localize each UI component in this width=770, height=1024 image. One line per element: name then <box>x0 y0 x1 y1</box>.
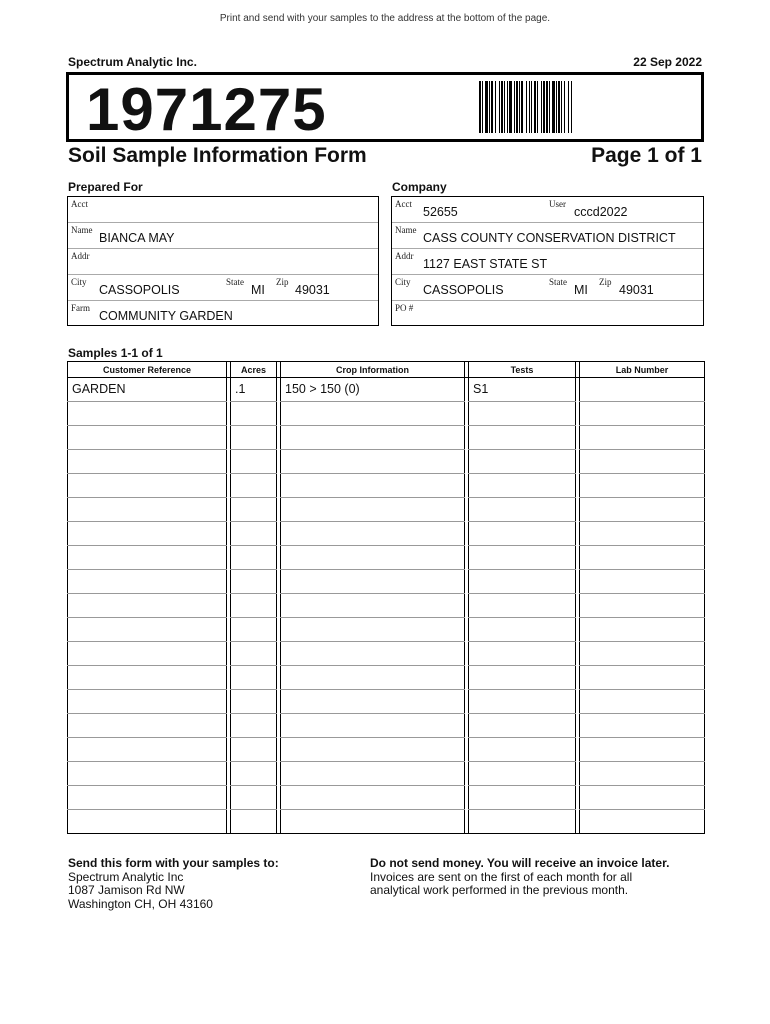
company-city-value: CASSOPOLIS <box>423 283 504 297</box>
cell-crop-information <box>281 642 465 666</box>
cell-tests <box>469 426 576 450</box>
prepared-for-farm-value: COMMUNITY GARDEN <box>99 309 233 323</box>
cell-lab-number <box>580 642 705 666</box>
cell-acres <box>231 522 277 546</box>
table-row <box>68 594 705 618</box>
submission-id-box <box>66 72 704 142</box>
prepared-for-addr-row <box>68 249 378 275</box>
cell-crop-information <box>281 762 465 786</box>
table-row <box>68 738 705 762</box>
table-row <box>68 498 705 522</box>
cell-crop-information <box>281 450 465 474</box>
table-row <box>68 546 705 570</box>
cell-tests <box>469 594 576 618</box>
table-row <box>68 690 705 714</box>
cell-acres <box>231 546 277 570</box>
table-row <box>68 618 705 642</box>
cell-lab-number <box>580 594 705 618</box>
cell-tests <box>469 786 576 810</box>
cell-customer-reference <box>68 666 227 690</box>
cell-crop-information <box>281 426 465 450</box>
table-row <box>68 450 705 474</box>
col-lab-number: Lab Number <box>580 362 705 378</box>
company-addr-value: 1127 EAST STATE ST <box>423 257 548 271</box>
top-instruction-note: Print and send with your samples to the address at the bottom of the page. <box>219 13 551 24</box>
cell-customer-reference <box>68 642 227 666</box>
cell-lab-number <box>580 426 705 450</box>
cell-acres <box>231 738 277 762</box>
table-row <box>68 570 705 594</box>
col-tests: Tests <box>469 362 576 378</box>
cell-lab-number <box>580 474 705 498</box>
company-name-row <box>392 223 703 249</box>
no-money-heading: Do not send money. You will receive an invoice later. <box>370 856 670 870</box>
barcode-image <box>479 81 621 133</box>
cell-acres <box>231 618 277 642</box>
prepared-for-state-value: MI <box>251 283 265 297</box>
city-label: City <box>71 277 87 287</box>
table-row <box>68 402 705 426</box>
send-to-heading: Send this form with your samples to: <box>68 856 279 870</box>
name-label: Name <box>395 225 417 235</box>
cell-crop-information <box>281 786 465 810</box>
company-heading: Company <box>392 180 447 194</box>
samples-title: Samples 1-1 of 1 <box>68 346 163 360</box>
cell-tests <box>469 498 576 522</box>
company-zip-value: 49031 <box>619 283 654 297</box>
cell-crop-information <box>281 402 465 426</box>
cell-customer-reference <box>68 426 227 450</box>
cell-acres <box>231 426 277 450</box>
cell-crop-information <box>281 522 465 546</box>
city-label: City <box>395 277 411 287</box>
company-name-value: CASS COUNTY CONSERVATION DISTRICT <box>423 231 676 245</box>
table-row <box>68 378 705 402</box>
company-addr-row <box>392 249 703 275</box>
cell-tests <box>469 570 576 594</box>
cell-lab-number <box>580 498 705 522</box>
cell-crop-information <box>281 738 465 762</box>
form-title: Soil Sample Information Form <box>68 144 367 167</box>
cell-customer-reference <box>68 570 227 594</box>
cell-lab-number <box>580 378 705 402</box>
cell-customer-reference <box>68 786 227 810</box>
cell-lab-number <box>580 690 705 714</box>
zip-label: Zip <box>276 277 289 287</box>
cell-acres <box>231 594 277 618</box>
table-row <box>68 474 705 498</box>
cell-tests <box>469 522 576 546</box>
cell-customer-reference <box>68 810 227 834</box>
cell-acres <box>231 642 277 666</box>
company-box <box>391 196 704 326</box>
form-date: 22 Sep 2022 <box>633 55 702 69</box>
cell-lab-number <box>580 522 705 546</box>
send-to-address-line: 1087 Jamison Rd NW <box>68 883 185 897</box>
prepared-for-acct-row <box>68 197 378 223</box>
prepared-for-box <box>67 196 379 326</box>
cell-acres <box>231 450 277 474</box>
cell-crop-information <box>281 474 465 498</box>
invoice-note-block <box>370 857 669 898</box>
table-row <box>68 426 705 450</box>
cell-customer-reference <box>68 762 227 786</box>
prepared-for-city-value: CASSOPOLIS <box>99 283 180 297</box>
prepared-for-farm-row <box>68 301 378 327</box>
cell-crop-information: 150 > 150 (0) <box>281 378 465 402</box>
col-customer-reference: Customer Reference <box>68 362 227 378</box>
cell-tests <box>469 618 576 642</box>
cell-customer-reference <box>68 546 227 570</box>
cell-crop-information <box>281 810 465 834</box>
cell-customer-reference <box>68 474 227 498</box>
cell-lab-number <box>580 738 705 762</box>
cell-lab-number <box>580 402 705 426</box>
company-state-value: MI <box>574 283 588 297</box>
cell-crop-information <box>281 594 465 618</box>
cell-lab-number <box>580 546 705 570</box>
col-acres: Acres <box>231 362 277 378</box>
cell-tests <box>469 642 576 666</box>
col-crop-information: Crop Information <box>281 362 465 378</box>
table-row <box>68 522 705 546</box>
cell-lab-number <box>580 714 705 738</box>
prepared-for-zip-value: 49031 <box>295 283 330 297</box>
cell-tests <box>469 450 576 474</box>
cell-crop-information <box>281 546 465 570</box>
company-name: Spectrum Analytic Inc. <box>68 55 197 69</box>
samples-table <box>67 361 705 834</box>
company-po-row <box>392 301 703 327</box>
table-row <box>68 762 705 786</box>
cell-tests <box>469 714 576 738</box>
state-label: State <box>226 277 244 287</box>
prepared-for-city-row <box>68 275 378 301</box>
cell-lab-number <box>580 450 705 474</box>
company-user-value: cccd2022 <box>574 205 628 219</box>
cell-customer-reference <box>68 714 227 738</box>
cell-tests <box>469 402 576 426</box>
cell-lab-number <box>580 666 705 690</box>
cell-acres: .1 <box>231 378 277 402</box>
send-to-address-line: Spectrum Analytic Inc <box>68 869 184 884</box>
cell-acres <box>231 474 277 498</box>
send-to-address-line: Washington CH, OH 43160 <box>68 896 213 911</box>
submission-id-number: 1971275 <box>86 76 327 143</box>
page-indicator: Page 1 of 1 <box>591 144 702 167</box>
cell-customer-reference <box>68 594 227 618</box>
name-label: Name <box>71 225 93 235</box>
acct-label: Acct <box>71 199 88 209</box>
samples-header-row <box>68 362 705 378</box>
cell-customer-reference <box>68 450 227 474</box>
invoice-note-line: analytical work performed in the previous month. <box>370 883 629 897</box>
addr-label: Addr <box>395 251 414 261</box>
acct-label: Acct <box>395 199 412 209</box>
cell-customer-reference <box>68 498 227 522</box>
cell-tests <box>469 810 576 834</box>
cell-lab-number <box>580 810 705 834</box>
po-label: PO # <box>395 303 414 313</box>
company-city-row <box>392 275 703 301</box>
company-acct-row <box>392 197 703 223</box>
cell-tests <box>469 546 576 570</box>
cell-acres <box>231 666 277 690</box>
cell-customer-reference <box>68 618 227 642</box>
cell-customer-reference <box>68 402 227 426</box>
cell-acres <box>231 714 277 738</box>
cell-customer-reference <box>68 738 227 762</box>
cell-customer-reference <box>68 522 227 546</box>
state-label: State <box>549 277 567 287</box>
company-acct-value: 52655 <box>423 205 458 219</box>
cell-acres <box>231 498 277 522</box>
cell-crop-information <box>281 666 465 690</box>
user-label: User <box>549 199 566 209</box>
table-row <box>68 714 705 738</box>
prepared-for-heading: Prepared For <box>68 180 143 194</box>
prepared-for-name-row <box>68 223 378 249</box>
cell-crop-information <box>281 618 465 642</box>
send-to-block <box>68 857 279 911</box>
cell-tests <box>469 690 576 714</box>
cell-crop-information <box>281 714 465 738</box>
cell-lab-number <box>580 786 705 810</box>
prepared-for-name-value: BIANCA MAY <box>99 231 175 245</box>
cell-tests <box>469 666 576 690</box>
cell-lab-number <box>580 570 705 594</box>
zip-label: Zip <box>599 277 612 287</box>
cell-crop-information <box>281 570 465 594</box>
farm-label: Farm <box>71 303 90 313</box>
cell-customer-reference <box>68 690 227 714</box>
cell-acres <box>231 402 277 426</box>
cell-tests: S1 <box>469 378 576 402</box>
cell-acres <box>231 786 277 810</box>
cell-lab-number <box>580 762 705 786</box>
cell-acres <box>231 690 277 714</box>
cell-lab-number <box>580 618 705 642</box>
cell-crop-information <box>281 498 465 522</box>
cell-tests <box>469 762 576 786</box>
table-row <box>68 786 705 810</box>
table-row <box>68 642 705 666</box>
table-row <box>68 810 705 834</box>
cell-crop-information <box>281 690 465 714</box>
cell-acres <box>231 810 277 834</box>
cell-acres <box>231 762 277 786</box>
cell-customer-reference: GARDEN <box>68 378 227 402</box>
addr-label: Addr <box>71 251 90 261</box>
invoice-note-line: Invoices are sent on the first of each month for all <box>370 869 633 884</box>
cell-tests <box>469 474 576 498</box>
cell-acres <box>231 570 277 594</box>
cell-tests <box>469 738 576 762</box>
table-row <box>68 666 705 690</box>
